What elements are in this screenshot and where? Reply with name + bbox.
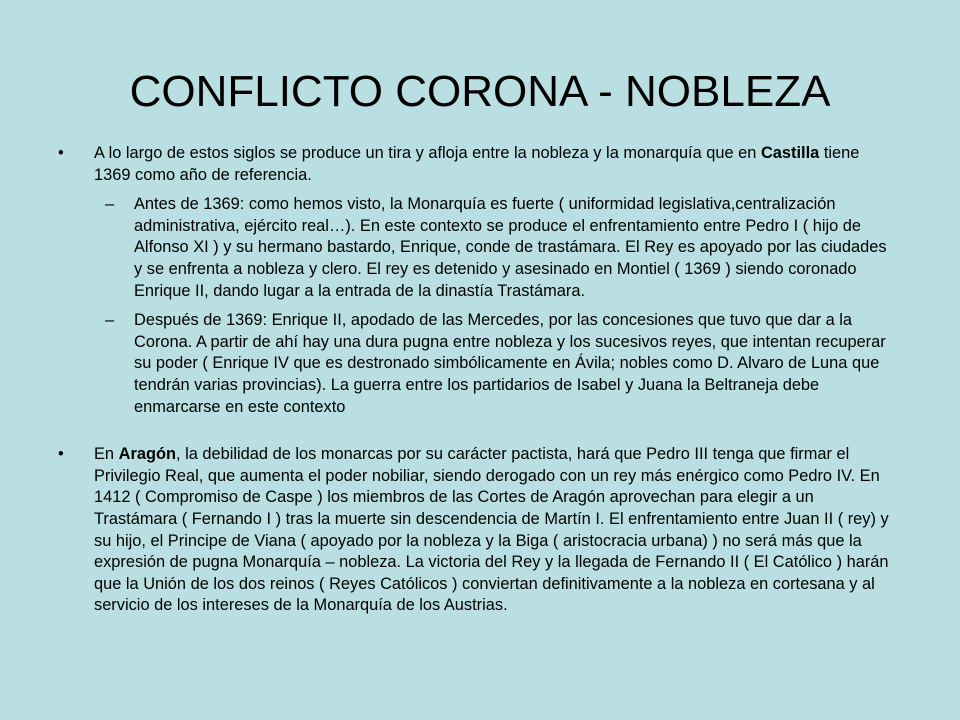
slide-body [58,143,890,617]
bullet-aragon [58,444,890,617]
bullet-bold-term: Aragón [118,445,176,464]
sub-item-text: Después de 1369: Enrique II, apodado de las Mercedes, por las concesiones que tuvo que dar a la Corona. A partir de ahí hay una dura pugna entre nobleza y los sucesivos reyes, que intentan recuperar su poder ( Enrique IV que es destronado simbólicamente en Ávila; nobles como D. Alvaro de Luna que tendrán varias provincias). La guerra entre los partidarios de Isabel y Juana la Beltraneja debe enmarcarse en este contexto [134,311,886,416]
sub-item-despues-1369 [103,310,890,418]
sub-item-marker: – [105,195,115,214]
slide-title: CONFLICTO CORONA - NOBLEZA [129,67,831,116]
bullet-text-after: tiene 1369 como año de referencia. [94,144,860,184]
bullet-text-after: , la debilidad de los monarcas por su carácter pactista, hará que Pedro III tenga que firmar el Privilegio Real, que aumenta el poder nobiliar, siendo derogado con un rey más enérgico como Pedro IV. En 1412 ( Compromiso de Caspe ) los miembros de las Cortes de Aragón aprovechan para elegir a un Trastámara ( Fernando I ) tras la muerte sin descendencia de Martín I. El enfrentamiento entre Juan II ( rey) y su hijo, el Principe de Viana ( apoyado por la nobleza y la Biga ( aristocracia urbana) ) no será más que la expresión de pugna Monarquía – nobleza. La victoria del Rey y la llegada de Fernando II ( El Católico ) harán que la Unión de los dos reinos ( Reyes Católicos ) conviertan definitivamente a la nobleza en cortesana y al servicio de los intereses de la Monarquía de los Austrias. [94,445,889,615]
bullet-text-before: En [94,445,119,464]
bullet-castilla [58,143,890,186]
sub-item-antes-1369 [103,194,890,302]
spacer [58,418,890,444]
bullet-marker: • [58,445,64,464]
bullet-text-before: A lo largo de estos siglos se produce un tira y afloja entre la nobleza y la monarquía que en [94,144,761,162]
bullet-marker: • [58,144,64,162]
sub-item-text: Antes de 1369: como hemos visto, la Monarquía es fuerte ( uniformidad legislativa,centralización administrativa, ejército real…). En este contexto se produce el enfrentamiento entre Pedro I ( hijo de Alfonso XI ) y su hermano bastardo, Enrique, conde de trastámara. El Rey es apoyado por las ciudades y se enfrenta a nobleza y clero. El rey es detenido y asesinado en Montiel ( 1369 ) siendo coronado Enrique II, dando lugar a la entrada de la dinastía Trastámara. [134,195,887,300]
sub-item-marker: – [105,311,115,330]
bullet-bold-term: Castilla [760,144,820,162]
